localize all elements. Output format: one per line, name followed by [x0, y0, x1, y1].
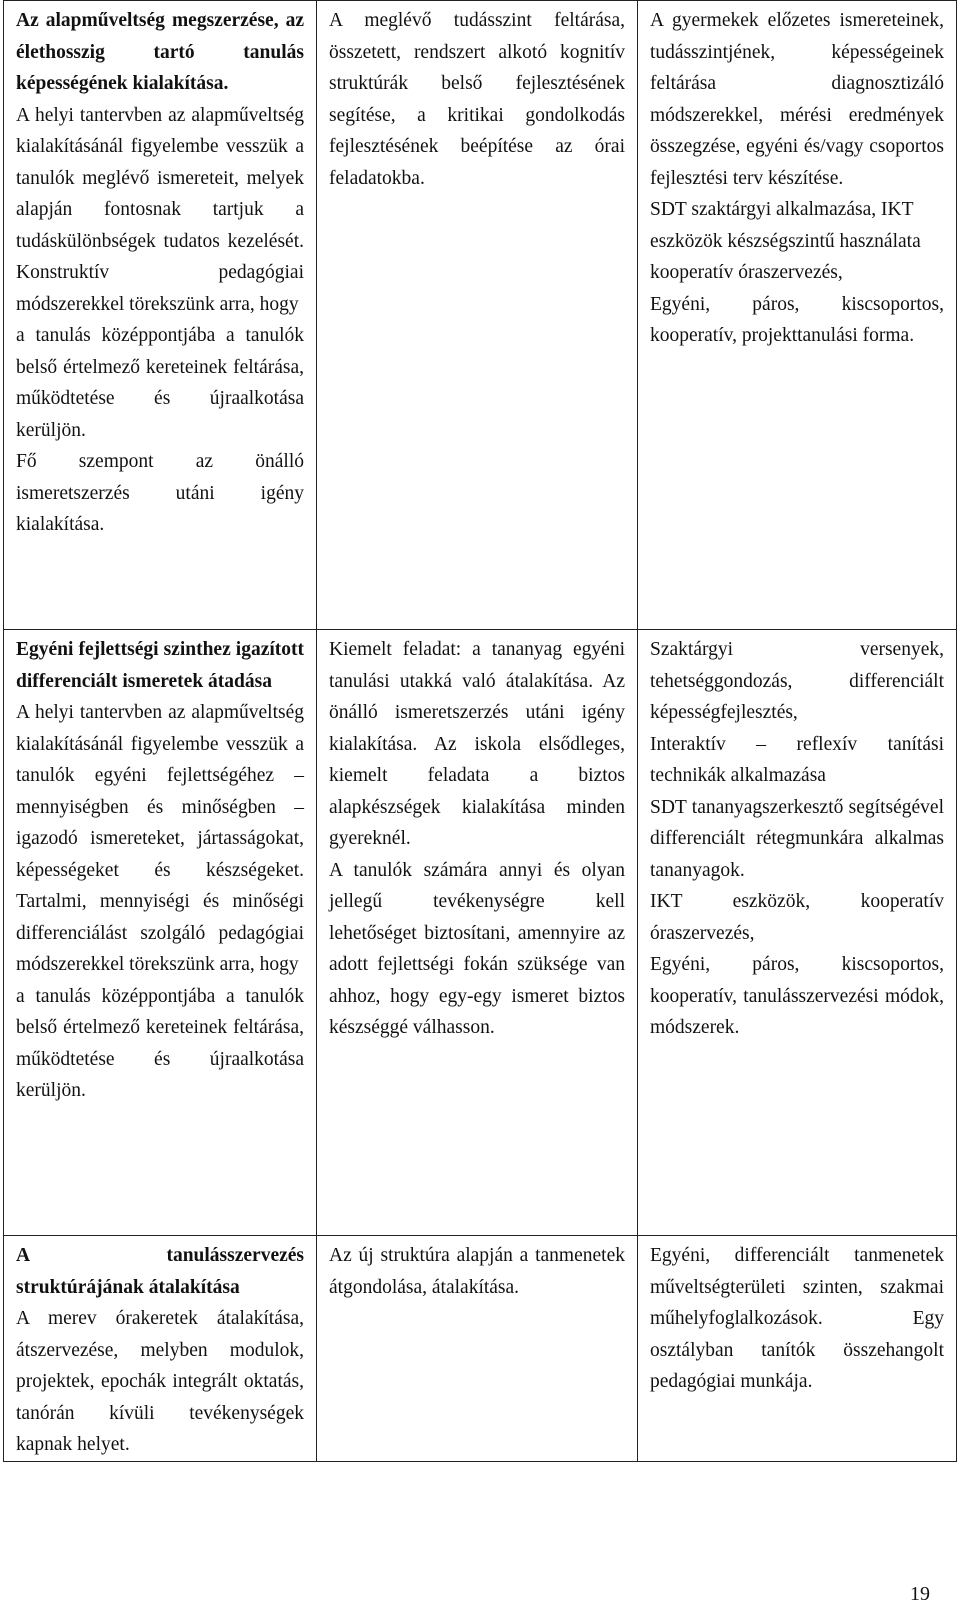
table-cell [4, 1236, 317, 1462]
table-cell [4, 1, 317, 630]
cell-text: a tanulás középpontjába a tanulók belső értelmező kereteinek feltárása, működtetése és újraalkotása kerüljön. [16, 985, 304, 1101]
cell-text: Egyéni, differenciált tanmenetek műveltségterületi szinten, szakmai műhelyfoglalkozások. Egy osztályban tanítók összehangolt pedagógiai munkája. [650, 1245, 944, 1392]
cell-text: Egyéni, páros, kiscsoportos, kooperatív, projekttanulási forma. [650, 293, 944, 346]
cell-text: A meglévő tudásszint feltárása, összetett, rendszert alkotó kognitív struktúrák belső fejlesztésének segítése, a kritikai gondolkodás fejlesztésének beépítése az órai feladatokba. [329, 10, 625, 189]
table-cell [317, 630, 638, 1236]
cell-text: SDT szaktárgyi alkalmazása, IKT eszközök készségszintű használata kooperatív óraszervezés, [650, 199, 921, 283]
cell-text: A gyermekek előzetes ismereteinek, tudásszintjének, képességeinek feltárása diagnosztizáló módszerekkel, mérési eredmények összegzése, egyéni és/vagy csoportos fejlesztési terv készítése. [650, 10, 944, 189]
table-cell [638, 1236, 957, 1462]
table-row [4, 1, 957, 630]
strategy-table [3, 0, 957, 1462]
table-cell [4, 630, 317, 1236]
cell-text: SDT tananyagszerkesztő segítségével differenciált rétegmunkára alkalmas tananyagok. [650, 796, 944, 881]
table-row [4, 630, 957, 1236]
cell-text: IKT eszközök, kooperatív óraszervezés, [650, 891, 944, 944]
cell-text: Kiemelt feladat: a tananyag egyéni tanulási utakká való átalakítása. Az önálló ismeretszerzés utáni igény kialakítása. Az iskola elsődleges, kiemelt feladata a biztos alapkészségek kialakítása minden gyereknél. [329, 639, 625, 849]
table-row [4, 1236, 957, 1462]
cell-text: Egyéni, páros, kiscsoportos, kooperatív, tanulásszervezési módok, módszerek. [650, 954, 944, 1038]
cell-text: Fő szempont az önálló ismeretszerzés utáni igény kialakítása. [16, 451, 304, 535]
row-heading: Az alapműveltség megszerzése, az élethosszig tartó tanulás képességének kialakítása. [16, 10, 304, 94]
row-heading: Egyéni fejlettségi szinthez igazított differenciált ismeretek átadása [16, 639, 304, 692]
cell-text: Szaktárgyi versenyek, tehetséggondozás, differenciált képességfejlesztés, [650, 639, 944, 723]
cell-text: A tanulók számára annyi és olyan jellegű tevékenységre kell lehetőséget biztosítani, amennyire az adott fejlettségi fokán szüksége van ahhoz, hogy egy-egy ismeret biztos készséggé válhasson. [329, 859, 625, 1038]
table-cell [317, 1, 638, 630]
row-heading: A tanulásszervezés struktúrájának átalakítása [16, 1245, 304, 1298]
cell-text: Interaktív – reflexív tanítási technikák alkalmazása [650, 733, 944, 786]
cell-text: Az új struktúra alapján a tanmenetek átgondolása, átalakítása. [329, 1245, 625, 1298]
cell-text: A helyi tantervben az alapműveltség kialakításánál figyelembe vesszük a tanulók meglévő ismereteit, melyek alapján fontosnak tartjuk a tudáskülönbségek tudatos kezelését. Konstruktív pedagógiai módszerekkel törekszünk arra, hogy [16, 104, 304, 315]
cell-text: a tanulás középpontjába a tanulók belső értelmező kereteinek feltárása, működtetése és újraalkotása kerüljön. [16, 325, 304, 441]
page-number: 19 [910, 1583, 930, 1605]
table-cell [638, 1, 957, 630]
cell-text: A helyi tantervben az alapműveltség kialakításánál figyelembe vesszük a tanulók egyéni fejlettségéhez – mennyiségben és minőségben – igazodó ismereteket, jártasságokat, képességeket és készségeket. Tartalmi, mennyiségi és minőségi differenciálást szolgáló pedagógiai módszerekkel törekszünk arra, hogy [16, 702, 304, 975]
table-cell [317, 1236, 638, 1462]
table-cell [638, 630, 957, 1236]
cell-text: A merev órakeretek átalakítása, átszervezése, melyben modulok, projektek, epochák integrált oktatás, tanórán kívüli tevékenységek kapnak helyet. [16, 1308, 304, 1455]
